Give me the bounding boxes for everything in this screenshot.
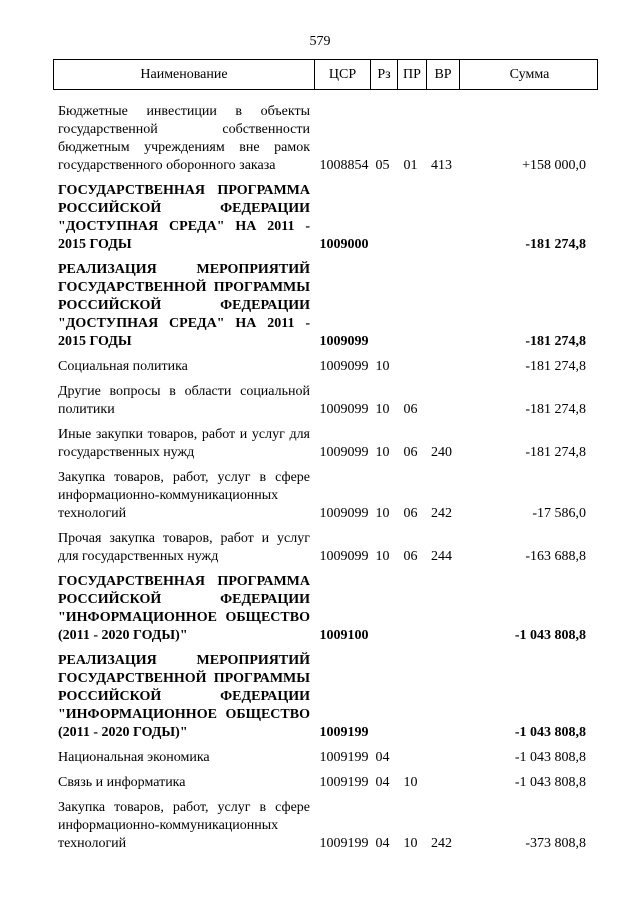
table-row — [53, 182, 598, 254]
row-name: Другие вопросы в области социальной политики — [58, 384, 310, 417]
table-row — [53, 426, 598, 462]
row-name: Закупка товаров, работ, услуг в сфере информационно-коммуникационных технологий — [58, 800, 310, 851]
header-sum: Сумма — [459, 60, 599, 89]
row-code: 1009000 — [319, 237, 369, 252]
row-sum: -181 274,8 — [525, 359, 586, 374]
row-sum: -1 043 808,8 — [514, 628, 586, 643]
row-code: 1009099 — [319, 334, 369, 349]
row-pr: 06 — [403, 549, 418, 564]
row-name: РЕАЛИЗАЦИЯ МЕРОПРИЯТИЙ ГОСУДАРСТВЕННОЙ ПРОГРАММЫ РОССИЙСКОЙ ФЕДЕРАЦИИ "ИНФОРМАЦИОННОЕ ОБЩЕСТВО (2011 - 2020 ГОДЫ)" — [58, 653, 310, 740]
row-rz: 10 — [375, 445, 390, 460]
row-code: 1009099 — [319, 402, 369, 417]
row-code: 1009199 — [319, 725, 369, 740]
row-code: 1009100 — [319, 628, 369, 643]
row-code: 1009099 — [319, 506, 369, 521]
row-sum: -1 043 808,8 — [514, 725, 586, 740]
table-row — [53, 469, 598, 523]
row-sum: -181 274,8 — [525, 402, 586, 417]
row-name: ГОСУДАРСТВЕННАЯ ПРОГРАММА РОССИЙСКОЙ ФЕДЕРАЦИИ "ИНФОРМАЦИОННОЕ ОБЩЕСТВО (2011 - 2020 ГОДЫ)" — [58, 574, 310, 643]
row-rz: 04 — [375, 775, 390, 790]
table-row — [53, 261, 598, 351]
table-row — [53, 749, 598, 767]
row-code: 1009099 — [319, 359, 369, 374]
row-sum: -181 274,8 — [525, 334, 586, 349]
table-row — [53, 358, 598, 376]
row-sum: +158 000,0 — [522, 158, 586, 173]
row-name: Связь и информатика — [58, 775, 186, 790]
header-code: ЦСР — [314, 60, 370, 89]
row-rz: 10 — [375, 549, 390, 564]
row-code: 1009099 — [319, 445, 369, 460]
row-pr: 06 — [403, 445, 418, 460]
table-row — [53, 103, 598, 175]
row-name: РЕАЛИЗАЦИЯ МЕРОПРИЯТИЙ ГОСУДАРСТВЕННОЙ ПРОГРАММЫ РОССИЙСКОЙ ФЕДЕРАЦИИ "ДОСТУПНАЯ СРЕДА" НА 2011 - 2015 ГОДЫ — [58, 262, 310, 349]
row-pr: 01 — [403, 158, 418, 173]
row-sum: -181 274,8 — [525, 237, 586, 252]
row-vr: 240 — [431, 445, 452, 460]
table-row — [53, 799, 598, 853]
row-rz: 10 — [375, 506, 390, 521]
row-name: Социальная политика — [58, 359, 188, 374]
row-rz: 04 — [375, 836, 390, 851]
page-number: 579 — [309, 34, 331, 49]
row-sum: -17 586,0 — [532, 506, 586, 521]
row-code: 1009199 — [319, 750, 369, 765]
row-pr: 10 — [403, 836, 418, 851]
budget-table — [53, 59, 598, 853]
table-row — [53, 530, 598, 566]
table-header — [53, 59, 598, 90]
row-rz: 05 — [375, 158, 390, 173]
row-rz: 10 — [375, 402, 390, 417]
row-code: 1009199 — [319, 775, 369, 790]
row-name: Иные закупки товаров, работ и услуг для государственных нужд — [58, 427, 310, 460]
row-pr: 06 — [403, 506, 418, 521]
row-name: Закупка товаров, работ, услуг в сфере информационно-коммуникационных технологий — [58, 470, 310, 521]
header-name: Наименование — [140, 66, 228, 82]
row-vr: 242 — [431, 506, 452, 521]
row-sum: -373 808,8 — [525, 836, 586, 851]
row-rz: 04 — [375, 750, 390, 765]
row-pr: 10 — [403, 775, 418, 790]
table-row — [53, 774, 598, 792]
row-sum: -1 043 808,8 — [514, 775, 586, 790]
table-row — [53, 573, 598, 645]
row-name: ГОСУДАРСТВЕННАЯ ПРОГРАММА РОССИЙСКОЙ ФЕДЕРАЦИИ "ДОСТУПНАЯ СРЕДА" НА 2011 - 2015 ГОДЫ — [58, 183, 310, 252]
header-vr: ВР — [426, 60, 459, 89]
row-sum: -181 274,8 — [525, 445, 586, 460]
row-name: Национальная экономика — [58, 750, 210, 765]
row-name: Прочая закупка товаров, работ и услуг для государственных нужд — [58, 531, 310, 564]
table-row — [53, 383, 598, 419]
row-vr: 242 — [431, 836, 452, 851]
row-vr: 413 — [431, 158, 452, 173]
header-pr: ПР — [397, 60, 426, 89]
row-name: Бюджетные инвестиции в объекты государственной собственности бюджетным учреждениям вне рамок государственного оборонного заказа — [58, 104, 310, 173]
table-row — [53, 652, 598, 742]
row-pr: 06 — [403, 402, 418, 417]
row-sum: -163 688,8 — [525, 549, 586, 564]
row-code: 1008854 — [319, 158, 369, 173]
row-vr: 244 — [431, 549, 452, 564]
header-rz: Рз — [370, 60, 397, 89]
row-sum: -1 043 808,8 — [514, 750, 586, 765]
table-body — [53, 90, 598, 853]
row-code: 1009199 — [319, 836, 369, 851]
row-code: 1009099 — [319, 549, 369, 564]
row-rz: 10 — [375, 359, 390, 374]
